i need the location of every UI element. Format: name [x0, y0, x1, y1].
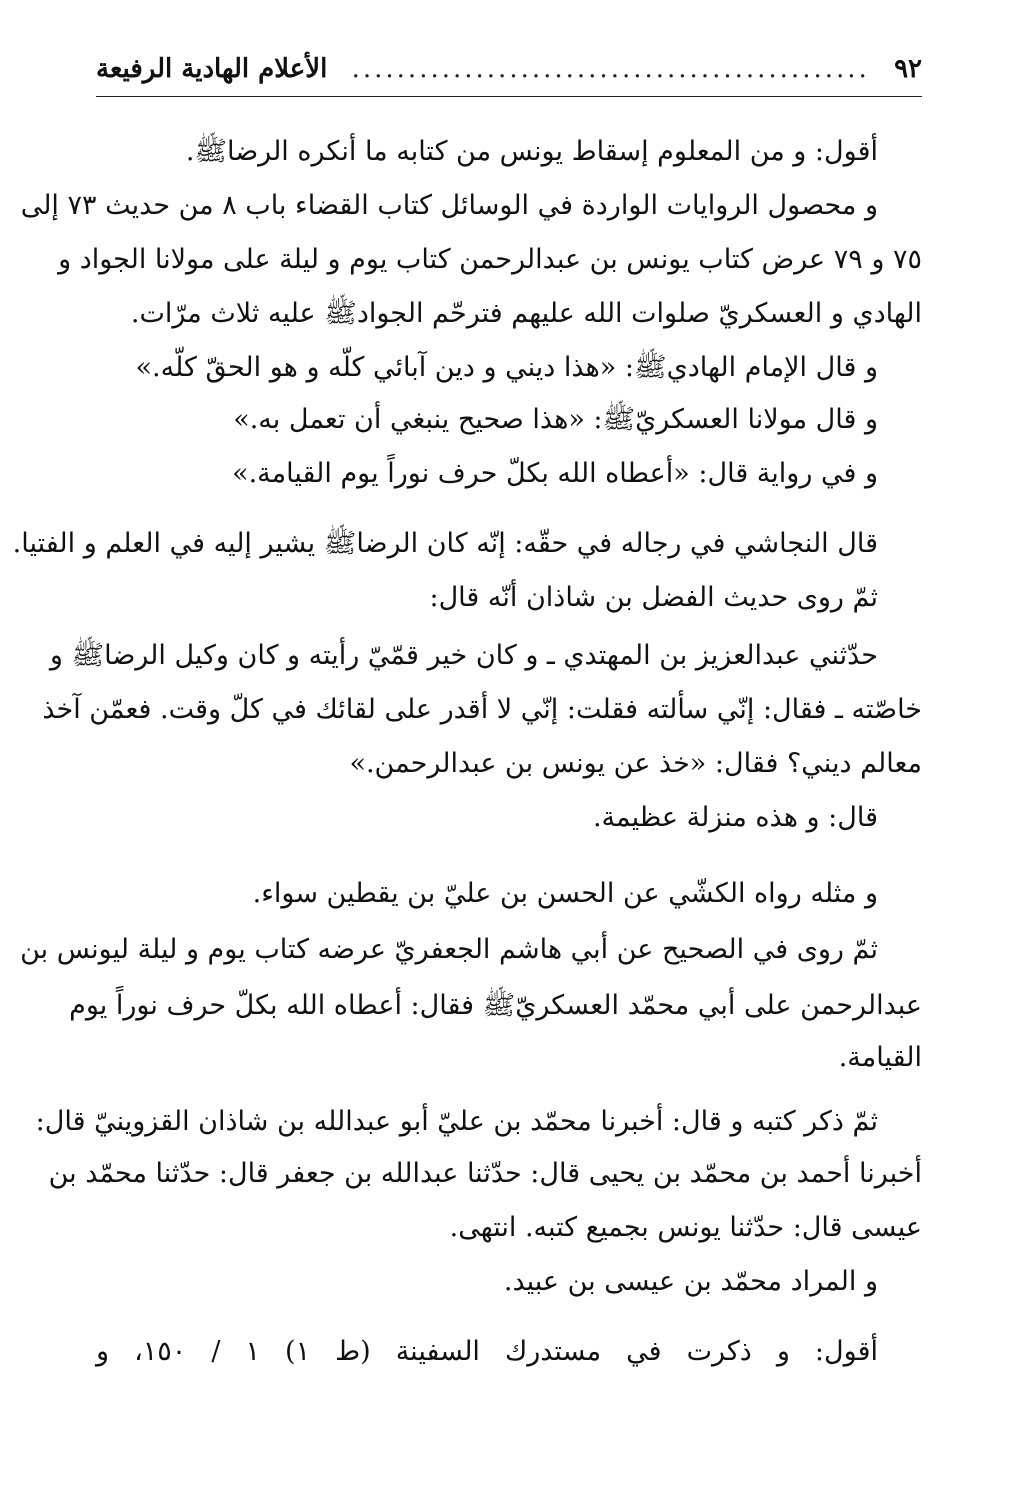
- text-line: و مثله رواه الكشّي عن الحسن بن عليّ بن يقطين سواء.: [252, 878, 878, 909]
- text-line: عيسى قال: حدّثنا يونس بجميع كتبه. انتهى.: [449, 1212, 922, 1243]
- header-rule: [96, 96, 922, 97]
- text-line: عبدالرحمن على أبي محمّد العسكريّﷺ فقال: أعطاه الله بكلّ حرف نوراً يوم: [69, 990, 922, 1021]
- text-line: خاصّته ـ فقال: إنّي سألته فقلت: إنّي لا أقدر على لقائك في كلّ وقت. فعمّن آخذ: [42, 694, 922, 725]
- text-line: و قال مولانا العسكريّﷺ: «هذا صحيح ينبغي أن تعمل به.»: [233, 404, 878, 435]
- text-line: ثمّ روى في الصحيح عن أبي هاشم الجعفريّ عرضه كتاب يوم و ليلة ليونس بن: [20, 934, 878, 965]
- text-line: و المراد محمّد بن عيسى بن عبيد.: [503, 1266, 878, 1297]
- book-title: الأعلام الهادية الرفيعة: [96, 54, 328, 84]
- header-leader-dots: ..............................................: [351, 54, 870, 84]
- page-number: ٩٢: [894, 54, 922, 84]
- text-line: و محصول الروايات الواردة في الوسائل كتاب القضاء باب ٨ من حديث ٧٣ إلى: [20, 190, 878, 221]
- text-line: ٧٥ و ٧٩ عرض كتاب يونس بن عبدالرحمن كتاب يوم و ليلة على مولانا الجواد و: [58, 244, 922, 275]
- text-line: معالم ديني؟ فقال: «خذ عن يونس بن عبدالرحمن.»: [349, 748, 922, 779]
- text-line: حدّثني عبدالعزيز بن المهتدي ـ و كان خير قمّيّ رأيته و كان وكيل الرضاﷺ و: [49, 640, 878, 671]
- text-line: ثمّ روى حديث الفضل بن شاذان أنّه قال:: [429, 582, 878, 613]
- running-header: [96, 54, 922, 90]
- text-line: و قال الإمام الهاديﷺ: «هذا ديني و دين آبائي كلّه و هو الحقّ كلّه.»: [135, 352, 878, 383]
- text-line: ثمّ ذكر كتبه و قال: أخبرنا محمّد بن عليّ أبو عبدالله بن شاذان القزوينيّ قال:: [35, 1106, 878, 1137]
- text-line: أقول: و من المعلوم إسقاط يونس من كتابه ما أنكره الرضاﷺ.: [185, 136, 878, 167]
- text-line: و في رواية قال: «أعطاه الله بكلّ حرف نوراً يوم القيامة.»: [232, 458, 878, 489]
- text-line: الهادي و العسكريّ صلوات الله عليهم فترحّم الجوادﷺ عليه ثلاث مرّات.: [130, 298, 922, 329]
- text-line: قال النجاشي في رجاله في حقّه: إنّه كان الرضاﷺ يشير إليه في العلم و الفتيا.: [12, 528, 878, 559]
- text-line: قال: و هذه منزلة عظيمة.: [592, 802, 878, 833]
- text-line: القيامة.: [838, 1042, 922, 1073]
- text-line: أخبرنا أحمد بن محمّد بن يحيى قال: حدّثنا عبدالله بن جعفر قال: حدّثنا محمّد بن: [48, 1158, 922, 1189]
- text-line: أقول: و ذكرت في مستدرك السفينة (ط ١) ١ / ١٥٠، و: [96, 1336, 878, 1367]
